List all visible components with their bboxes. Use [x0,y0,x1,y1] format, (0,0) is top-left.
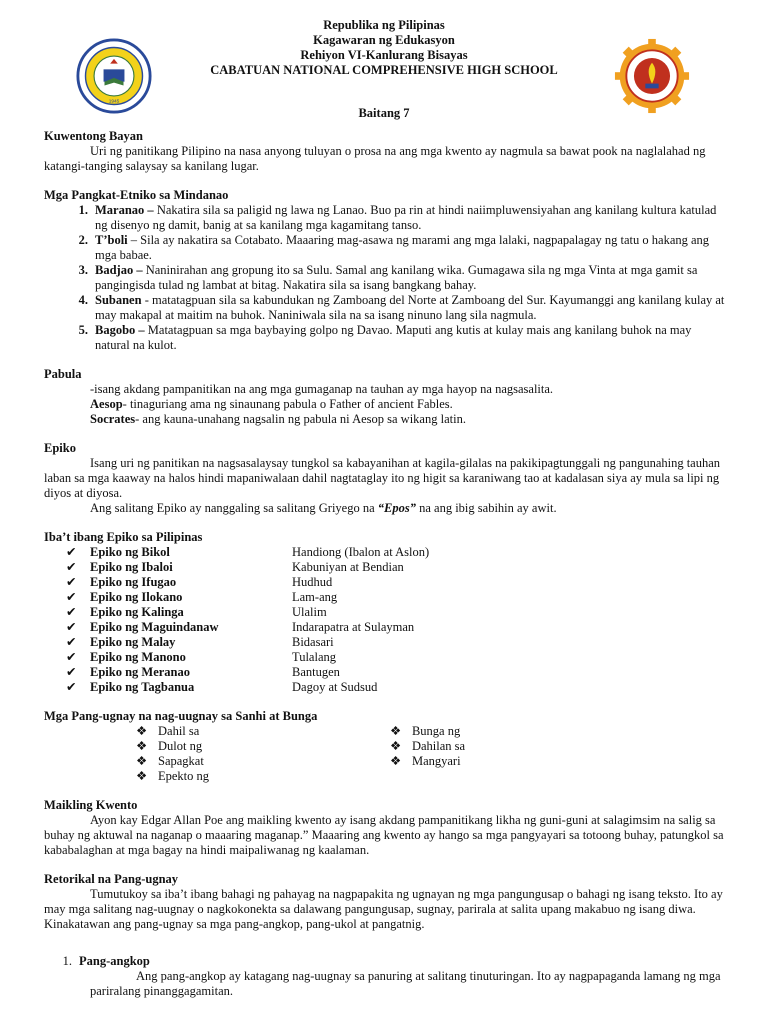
epiko-title: Kabuniyan at Bendian [292,560,404,574]
paragraph-epiko-2 [44,501,728,516]
paragraph-epiko-1: Isang uri ng panitikan na nagsasalaysay tungkol sa kabayanihan at kagila-gilalas na pakikipagtunggali ng pangunahing tauhan laban sa mga kaaway na halos hindi mapaniwalaan dahil nagtataglay ito ng higit sa karaniwang tao at kadalasan siya ay mula sa lipi ng diyos at diyosa. [44,456,721,500]
epiko-origin: Epiko ng Kalinga [90,605,184,619]
epiko-title: Hudhud [292,575,333,589]
connector-word: Dulot ng [158,739,203,753]
check-icon: ✔ [66,575,77,589]
epiko-origin: Epiko ng Tagbanua [90,680,195,694]
diamond-bullet-icon: ❖ [136,739,148,753]
list-number: 5. [78,323,88,337]
epiko-origin: Epiko ng Maguindanaw [90,620,219,634]
connector-word: Dahilan sa [411,739,466,753]
ethnic-group-list [44,203,728,353]
list-item [390,739,728,754]
list-item [136,739,390,754]
list-item [44,293,728,323]
list-item [44,233,728,263]
item-name: Bagobo – [95,323,145,337]
pabula-definition: -isang akdang pampanitikan na ang mga gumaganap na tauhan ay mga hayop na nagsasalita. [90,382,554,396]
diamond-bullet-icon: ❖ [389,739,402,753]
aesop-text: - tinaguriang ama ng sinaunang pabula o Father of ancient Fables. [122,397,453,411]
list-item [44,620,728,635]
list-number: 1. [62,954,72,968]
item-text: - matatagpuan sila sa kabundukan ng Zamboang del Norte at Zamboang del Sur. Kayumanggi ang kanilang kulay at may makapal at maitim na buhok. Naniniwala sila na sa isang ninuno lang sila nagmula. [95,293,725,322]
epos-term: “Epos” [377,501,416,515]
socrates-text: - ang kauna-unahang nagsalin ng pabula ni Aesop sa wikang latin. [135,412,466,426]
epiko-origin: Epiko ng Malay [90,635,176,649]
connector-word: Epekto ng [158,769,210,783]
school-seal-logo [76,38,152,114]
paragraph-maikling-kwento: Ayon kay Edgar Allan Poe ang maikling kwento ay isang akdang pampanitikang likha ng guni-guni at salagimsim na salig sa buhay ng aktuwal na naganap o maaaring maganap.” Maaaring ang kwento ay hango sa mga pangyayari sa totoong buhay, patungkol sa kababalaghan at mga bagay na hindi maipaliwanag ng kaalaman. [44,813,724,857]
heading-maikling-kwento: Maikling Kwento [44,798,138,812]
check-icon: ✔ [66,680,77,694]
heading-pangkat-etniko: Mga Pangkat-Etniko sa Mindanao [44,188,229,202]
epiko-title: Tulalang [292,650,336,664]
epiko-title: Indarapatra at Sulayman [292,620,415,634]
connector-word: Sapagkat [158,754,204,768]
header-department: Kagawaran ng Edukasyon [313,33,455,47]
epiko-title: Bidasari [292,635,334,649]
heading-ibat-ibang-epiko: Iba’t ibang Epiko sa Pilipinas [44,530,203,544]
list-number: 2. [78,233,88,247]
diamond-bullet-icon: ❖ [136,724,148,738]
paragraph-pang-angkop: Ang pang-angkop ay katagang nag-uugnay sa panuring at salitang tinuturingan. Ito ay nagpapaganda lamang ng mga pariralang pinanggagamitan. [90,969,721,998]
list-item [44,590,728,605]
list-item [44,575,728,590]
heading-pabula: Pabula [44,367,82,381]
heading-kuwentong-bayan: Kuwentong Bayan [44,129,143,143]
heading-epiko: Epiko [44,441,76,455]
deped-logo [614,38,690,114]
check-icon: ✔ [66,545,77,559]
epiko-origin: Epiko ng Meranao [90,665,191,679]
diamond-bullet-icon: ❖ [389,724,402,738]
list-item [44,680,728,695]
item-name: Subanen [95,293,142,307]
list-item [44,635,728,650]
check-icon: ✔ [66,650,77,664]
header-school: CABATUAN NATIONAL COMPREHENSIVE HIGH SCHOOL [210,63,558,77]
epiko-origin: Epiko ng Ilokano [90,590,183,604]
header-region: Rehiyon VI-Kanlurang Bisayas [300,48,468,62]
connector-word: Dahil sa [158,724,200,738]
epiko-title: Lam-ang [292,590,338,604]
connector-word: Bunga ng [411,724,461,738]
connector-column-right [390,724,728,784]
check-icon: ✔ [66,560,77,574]
epiko-list [44,545,728,695]
seal-year: 1945 [108,99,120,105]
grade-level: Baitang 7 [358,106,410,120]
check-icon: ✔ [66,665,77,679]
socrates-name: Socrates [90,412,136,426]
diamond-bullet-icon: ❖ [136,754,148,768]
list-item [390,754,728,769]
list-number: 1. [78,203,88,217]
list-item [44,263,728,293]
list-item [44,650,728,665]
aesop-name: Aesop [90,397,123,411]
check-icon: ✔ [66,635,77,649]
list-item [136,769,390,784]
diamond-bullet-icon: ❖ [389,754,402,768]
list-number: 3. [78,263,88,277]
item-text: Naninirahan ang gropung ito sa Sulu. Samal ang kanilang wika. Gumagawa sila ng mga Vinta at mga gamit sa pangingisda tulad ng lambat at bitag. Nakatira sila sa isang bangkang bahay. [95,263,698,292]
list-item [44,665,728,680]
epiko-title: Handiong (Ibalon at Aslon) [292,545,430,559]
header-republic: Republika ng Pilipinas [323,18,445,32]
list-item [44,203,728,233]
epiko-2-b: na ang ibig sabihin ay awit. [415,501,557,515]
list-item [44,545,728,560]
list-item [44,605,728,620]
heading-retorikal: Retorikal na Pang-ugnay [44,872,179,886]
epiko-2-a: Ang salitang Epiko ay nanggaling sa salitang Griyego na [90,501,378,515]
item-name: Badjao – [95,263,143,277]
epiko-title: Ulalim [292,605,327,619]
pang-angkop-item [44,954,728,969]
connector-word: Mangyari [411,754,461,768]
epiko-origin: Epiko ng Ibaloi [90,560,173,574]
epiko-origin: Epiko ng Manono [90,650,186,664]
epiko-title: Dagoy at Sudsud [292,680,378,694]
connector-column-left [44,724,390,784]
list-item [44,560,728,575]
pabula-aesop [44,397,728,412]
item-text: Matatagpuan sa mga baybaying golpo ng Davao. Maputi ang kutis at kulay mais ang kanilang buhok na may natural na kulot. [95,323,692,352]
list-number: 4. [78,293,88,307]
check-icon: ✔ [66,620,77,634]
pabula-socrates [44,412,728,427]
document-body [44,129,728,999]
item-text: Nakatira sila sa paligid ng lawa ng Lanao. Buo pa rin at hindi naiimpluwensiyahan ang kanilang kultura katulad ng disenyo ng damit, banig at sa kanilang mga kagamitang tanso. [95,203,717,232]
check-icon: ✔ [66,605,77,619]
item-text: – Sila ay nakatira sa Cotabato. Maaaring mag-asawa ng marami ang mga lalaki, nagpapalagay ng tatu o hakang ang mga babae. [95,233,710,262]
list-item [390,724,728,739]
list-item [136,754,390,769]
item-name: Maranao – [95,203,154,217]
heading-pang-ugnay-sanhi-bunga: Mga Pang-ugnay na nag-uugnay sa Sanhi at Bunga [44,709,318,723]
paragraph-kuwentong-bayan: Uri ng panitikang Pilipino na nasa anyong tuluyan o prosa na ang mga kwento ay nagmula sa bawat pook na naglalahad ng katangi-tanging salaysay sa kanilang lugar. [44,144,706,173]
connector-columns [44,724,728,784]
epiko-title: Bantugen [292,665,340,679]
epiko-origin: Epiko ng Ifugao [90,575,177,589]
heading-pang-angkop: Pang-angkop [79,954,150,968]
epiko-origin: Epiko ng Bikol [90,545,170,559]
check-icon: ✔ [66,590,77,604]
paragraph-retorikal: Tumutukoy sa iba’t ibang bahagi ng pahayag na nagpapakita ng ugnayan ng mga pangungusap o bahagi ng isang teksto. Ito ay may mga salitang nag-uugnay o nagkokonekta sa dalawang pangungusap, sugnay, parirala at salita upang makabuo ng isang diwa. Kinakatawan ang pang-ugnay sa mga pang-angkop, pang-ukol at pangatnig. [44,887,723,931]
diamond-bullet-icon: ❖ [136,769,148,783]
list-item [136,724,390,739]
list-item [44,323,728,353]
item-name: T’boli [95,233,128,247]
